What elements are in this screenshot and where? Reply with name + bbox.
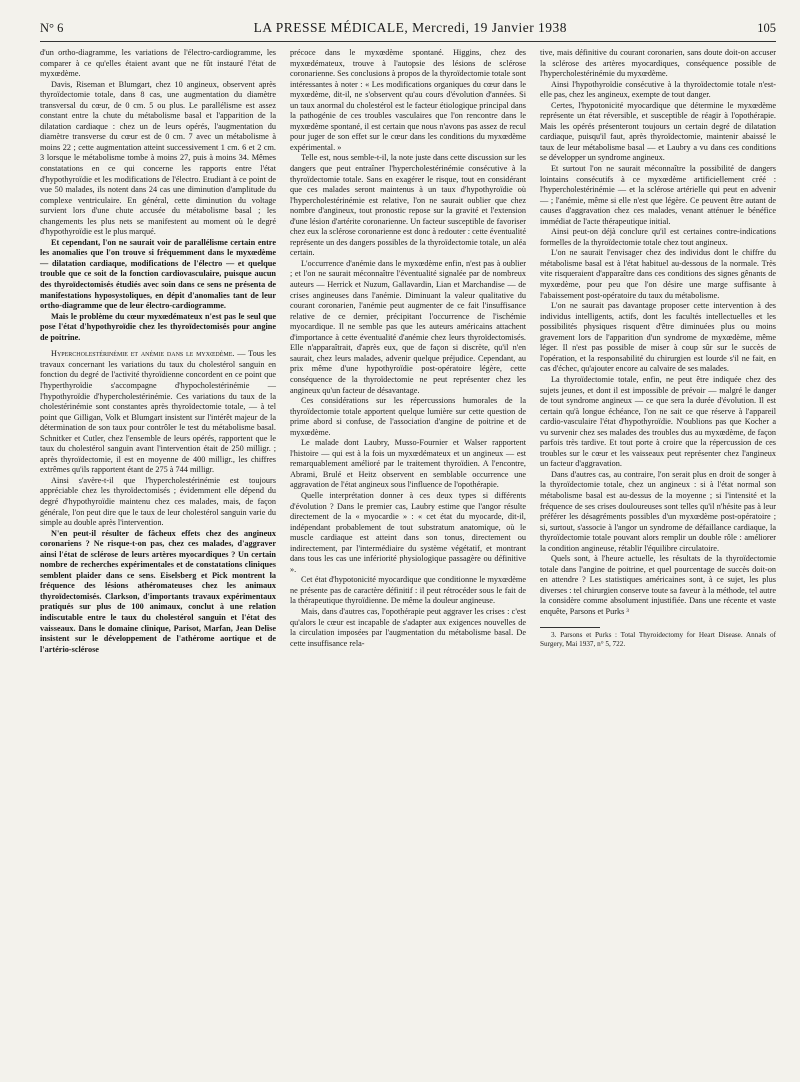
paragraph: L'occurrence d'anémie dans le myxœdème enfin, n'est pas à oublier ; et l'on ne saurait méconnaître l'éventualité signalée par de nombreux auteurs — Herrick et Nuzum, Gallavardin, Lian et Marchandise — de crises angineuses dans l'anémie. Diminuant la valeur qualitative du courant coronarien, l'anémie peut augmenter de ce fait l'insuffisance relative de ce dernier, précipitant l'occurrence de l'ischémie myocardique. Il ne semble pas que les auteurs américains attachent d'importance à cette éventualité d'anémie chez leurs thyroïdectomisés. Elle n'apparaîtrait, d'après eux, que de façon si discrète, qu'il n'en saurait, chez leurs malades, advenir quelque préjudice. Cependant, au prix même d'une hypothyroïdie post-opératoire légère, cette conséquence de la thyroïdectomie ne peut représenter chez les angineux qu'un facteur de désavantage. — [290, 258, 526, 395]
paragraph: Mais, dans d'autres cas, l'opothérapie peut aggraver les crises : c'est qu'alors le cœur est incapable de s'adapter aux exigences nouvelles de la circulation imposées par l'augmentation du métabolisme basal. De cette insuffisance rela- — [290, 606, 526, 648]
paragraph: Davis, Riseman et Blumgart, chez 10 angineux, observent après thyroïdectomie totale, dans 8 cas, une augmentation du diamètre transversal du cœur, de 0 cm. 5 ou plus. Le parallélisme est assez constant entre la chute du métabolisme basal et l'apparition de la dilatation cardiaque : chez un de leurs opérés, l'augmentation du diamètre transverse du cœur est de 0 cm. 7 avec un métabolisme à moins 22 ; cette augmentation atteint successivement 1 cm. 6 et 2 cm. 3 lorsque le métabolisme tombe à moins 27, puis à moins 34. Mêmes constatations en ce qui concerne les rapports entre l'état d'hypothyroïdie et les modifications de l'électro. Etudiant à ce point de vue 50 malades, ils notent dans 24 cas une diminution d'amplitude du complexe ventriculaire. En général, cette diminution du voltage survient lors d'une chute accusée du métabolisme basal ; les changements les plus nets se manifestent au moment où le degré d'hypothyroïdie est le plus marqué. — [40, 79, 276, 237]
paragraph: N'en peut-il résulter de fâcheux effets chez des angineux coronariens ? Ne risque-t-on pas, chez ces malades, d'aggraver ainsi l'état de sclérose de leurs artères myocardiques ? Un certain nombre de recherches expérimentales et de constatations cliniques semblent plaider dans ce sens. Eiselsberg et Pick montrent la fréquence des lésions athéromateuses chez les animaux thyroïdectomisés. Clarkson, d'importants travaux expérimentaux pratiqués sur plus de 100 animaux, conclut à une relation indiscutable entre le taux du cholestérol sanguin et l'état des vaisseaux. Dans le domaine clinique, Parisot, Marfan, Jean Delise insistent sur le développement de l'athérome aortique et de l'artério-sclérose — [40, 528, 276, 654]
paragraph: Certes, l'hypotonicité myocardique que détermine le myxœdème représente un état réversible, et susceptible de réagir à l'opothérapie. Mais les opérés présenteront toujours un certain degré de dilatation cardiaque, puisqu'il faut, après thyroïdectomie, maintenir abaissé le taux de leur métabolisme basal — et Laubry a vu dans ces conditions se développer un syndrome angineux. — [540, 100, 776, 163]
paragraph: Mais le problème du cœur myxœdémateux n'est pas le seul que pose l'état d'hypothyroïdie chez les thyroïdectomisés pour angine de poitrine. — [40, 311, 276, 342]
footnote-rule — [540, 627, 600, 628]
column-left — [40, 48, 276, 655]
paragraph: L'on ne saurait pas davantage proposer cette intervention à des individus intelligents, actifs, dont les facultés intellectuelles et les possibilités physiques risquent d'être diminuées plus ou moins gravement lors de l'apparition d'un syndrome de myxœdème, même léger. Il n'est pas possible de miser à coup sûr sur le succès de l'opération, et la responsabilité du chirurgien est lourde s'il ne fait, en cas d'échec, qu'ajouter encore au calvaire de ses malades. — [540, 301, 776, 374]
paragraph-text: — Tous les travaux concernant les variations du taux du cholestérol sanguin en fonction du degré de l'activité thyroïdienne concordent en ce point que l'hyperthyroïdie s'accompagne d'hypocholestérinémie — l'hypothyroïdie d'hypercholestérinémie. Ces variations du taux de la cholestérinémie sont constantes après thyroïdectomie totale, — à tel point que Gilligan, Volk et Blumgart insistent sur l'intérêt majeur de la détermination de son taux pour contrôler le test du métabolisme basal. Schnitker et Cutler, chez l'ensemble de leurs opérés, rapportent que le taux du cholestérol sanguin avant l'intervention était de 250 milligr. ; après thyroïdectomie, il est en moyenne de 400 milligr., les chiffres extrêmes qu'ils rapportent étant de 275 à 744 milligr. — [40, 349, 276, 475]
footnote: 3. Parsons et Purks : Total Thyroidectomy for Heart Disease. Annals of Surgery, Mai 1937, n° 5, 722. — [540, 630, 776, 648]
paragraph: Et cependant, l'on ne saurait voir de parallélisme certain entre les anomalies que l'on trouve si fréquemment dans le myxœdème — dilatation cardiaque, modifications de l'électro — et quelque trouble que ce soit de la fonction cardiovasculaire, puisque aucun des thyroïdectomisés étudiés avec soin dans ce sens ne présenta de manifestations hyposystoliques, en dépit d'anomalies tant de leur ortho-diagramme que de leur électro-cardiogramme. — [40, 237, 276, 311]
paragraph: Ces considérations sur les répercussions humorales de la thyroïdectomie totale apportent quelque lumière sur cette question de prime abord si confuse, de l'association d'angine de poitrine et de myxœdème. — [290, 396, 526, 437]
paragraph: Cet état d'hypotonicité myocardique que conditionne le myxœdème ne présente pas de caractère définitif : il peut rétrocéder sous le fait de la thérapeutique thyroïdienne. De même la douleur angineuse. — [290, 575, 526, 606]
paragraph: Quels sont, à l'heure actuelle, les résultats de la thyroïdectomie totale dans l'angine de poitrine, et quel pourcentage de succès doit-on en attendre ? Les statistiques américaines sont, à ce sujet, les plus diverses : tel chirurgien conserve toute sa faveur à la méthode, tel autre la considère comme absolument injustifiée. Dans une récente et vaste enquête, Parsons et Purks ³ — [540, 554, 776, 616]
section-paragraph — [40, 349, 276, 476]
paragraph: précoce dans le myxœdème spontané. Higgins, chez des myxœdémateux, trouve à l'autopsie des lésions de sclérose coronarienne. Ses conclusions à propos de la thyroïdectomie totale sont intéressantes à noter : « Les modifications organiques du cœur dans le myxœdème, dit-il, ne s'observent qu'au cours d'évolution d'années. Si un taux anormal du cholestérol est le facteur étiologique principal dans la pathogénie de ces troubles vasculaires que l'on rencontre dans le myxœdème spontané, il est certain que nous n'avons pas assez de recul pour juger de son effet sur le cœur dans les conditions du myxœdème expérimental. » — [290, 48, 526, 152]
column-middle — [290, 48, 526, 655]
paragraph: Ainsi s'avère-t-il que l'hypercholestérinémie est toujours appréciable chez les thyroïdectomisés ; évidemment elle dépend du degré d'hypothyroïdie maintenu chez ces malades, mais, de façon générale, l'on peut dire que le taux de leur cholestérol sanguin varie du simple au double après l'intervention. — [40, 475, 276, 528]
paragraph: Ainsi l'hypothyroïdie consécutive à la thyroïdectomie totale n'est-elle pas, chez les angineux, exempte de tout danger. — [540, 79, 776, 100]
paragraph: Quelle interprétation donner à ces deux types si différents d'évolution ? Dans le premier cas, Laubry estime que l'angor résulte directement de la « myocardie » : « cet état du myocarde, dit-il, indépendant probablement de tout substratum anatomique, où le muscle cardiaque est atteint dans son tonus, directement ou indirectement, par l'intermédiaire du système végétatif, et montrant dans tous les cas une infériorité physiologique passagère ou définitive ». — [290, 490, 526, 574]
paragraph: d'un ortho-diagramme, les variations de l'électro-cardiogramme, les comparer à ce qu'elles étaient avant que ne fût instauré l'état de myxœdème. — [40, 48, 276, 79]
section-heading: Hypercholestérinémie et anémie dans le myxœdème. — [51, 349, 235, 359]
paragraph: Ainsi peut-on déjà conclure qu'il est certaines contre-indications formelles de la thyroïdectomie totale chez tout angineux. — [540, 227, 776, 247]
paragraph: Telle est, nous semble-t-il, la note juste dans cette discussion sur les dangers que peut entraîner l'hypercholestérinémie consécutive à la thyroïdectomie totale. Sans en exagérer le risque, tout en considérant que ces malades seront maintenus à un taux d'hypothyroïdie où l'hypercholestérinémie est relative, l'on ne saurait oublier que chez nombre d'angineux, tout pronostic repose sur la gravité et l'extension d'une lésion d'artérite coronarienne. Un facteur susceptible de favoriser chez eux la sclérose coronarienne est donc à redouter : cette éventualité représente un des dangers possibles de la thyroïdectomie totale, un aléa certain. — [290, 153, 526, 258]
running-header — [40, 20, 776, 42]
page-number: 105 — [757, 21, 776, 35]
paragraph: La thyroïdectomie totale, enfin, ne peut être indiquée chez des sujets jeunes, et dont il est impossible de prévoir — malgré le danger de tout syndrome angineux — ce que sera la durée d'évolution. Il est certain qu'à longue échéance, l'on ne sait ce que réserve à l'appareil cardio-vasculaire l'état d'hypothyroïdie. N'oublions pas que Kocher a vu survenir chez ses malades des troubles dus au myxœdème, de façon parfois très tardive. Et tout porte à croire que la répercussion de ces troubles sur le cœur et les vaisseaux peut représenter chez l'angineux un facteur d'aggravation. — [540, 374, 776, 469]
paragraph: L'on ne saurait l'envisager chez des individus dont le chiffre du métabolisme basal est à l'état habituel au-dessous de la normale. Très vite risqueraient d'apparaître dans ces conditions des signes gênants de myxœdème, pour peu que l'on désire une marge suffisante à l'abaissement post-opératoire du taux du métabolisme. — [540, 248, 776, 300]
paragraph: Dans d'autres cas, au contraire, l'on serait plus en droit de songer à la thyroïdectomie totale, chez un angineux : si à l'état normal son métabolisme basal est au-dessus de la moyenne ; si l'intensité et la fréquence de ses crises douloureuses sont telles qu'il n'hésite pas à leur préférer les désagréments possibles d'un myxœdème post-opératoire ; si, surtout, s'associe à l'angor un syndrome de défaillance cardiaque, la thyroïdectomie totale pouvant alors remplir un double rôle : améliorer la condition angineuse, rétablir l'équilibre circulatoire. — [540, 469, 776, 553]
text-columns — [40, 48, 776, 655]
issue-number: N° 6 — [40, 21, 64, 35]
paragraph: Et surtout l'on ne saurait méconnaître la possibilité de dangers lointains consécutifs à ce myxœdème artificiellement créé : l'hypercholestérinémie — et la sclérose artérielle qui peut en advenir — ; l'anémie, même si elle n'est que légère. Ce peuvent être autant de causes d'aggravation chez ces malades, venant atténuer le bénéfice immédiat de l'acte thérapeutique initial. — [540, 164, 776, 226]
paragraph: tive, mais définitive du courant coronarien, sans doute doit-on accuser la sclérose des artères myocardiques, conséquence possible de l'hypercholestérinémie du myxœdème. — [540, 48, 776, 79]
paragraph: Le malade dont Laubry, Musso-Fournier et Walser rapportent l'histoire — qui est à la fois un myxœdémateux et un angineux — est remarquablement amélioré par le traitement thyroïdien. A l'encontre, Abrami, Brulé et Heitz observent en semblable occurrence une aggravation de l'état angineux sous l'influence de l'opothérapie. — [290, 438, 526, 490]
column-right — [540, 48, 776, 655]
journal-title: LA PRESSE MÉDICALE, Mercredi, 19 Janvier 1938 — [253, 20, 568, 35]
